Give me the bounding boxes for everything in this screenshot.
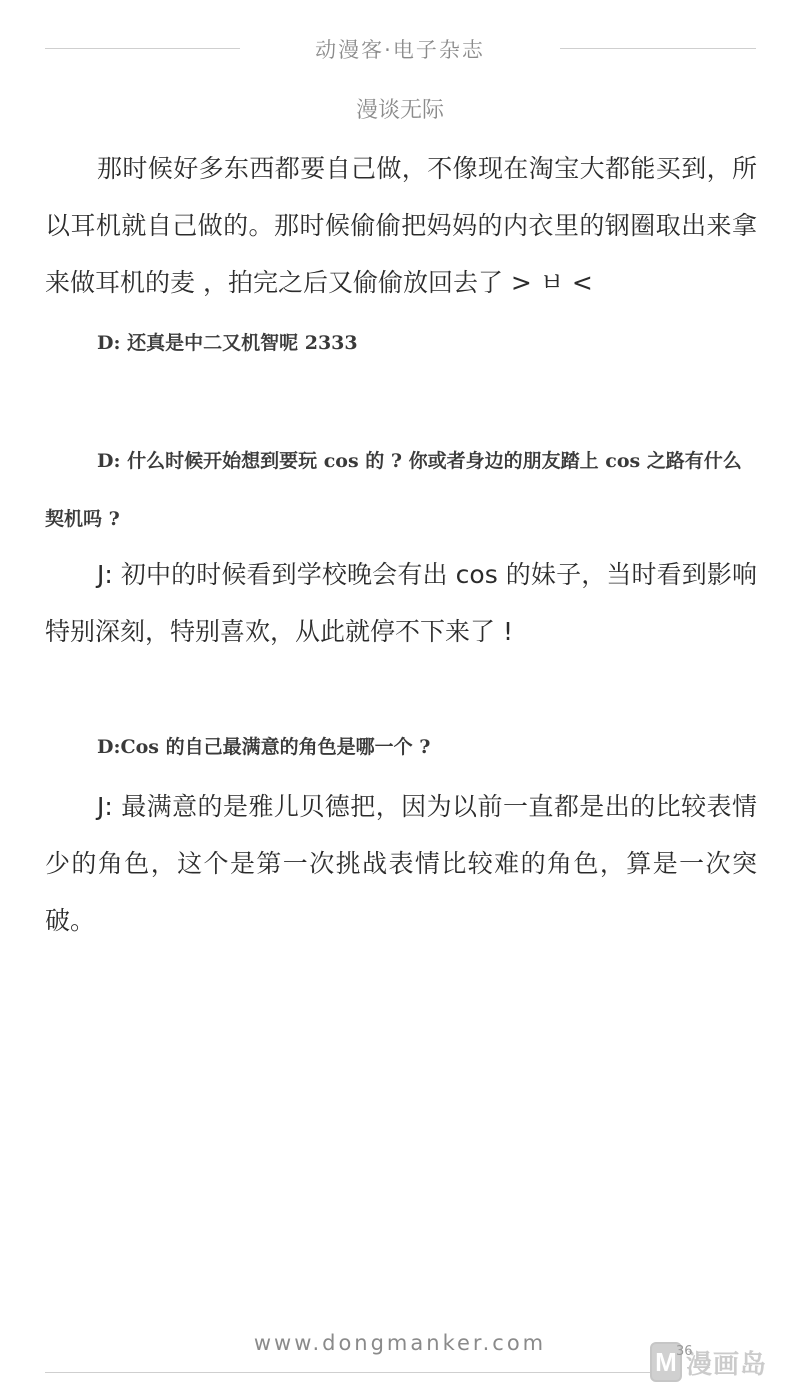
watermark-text: 漫画岛 xyxy=(686,1349,768,1380)
footer-rule xyxy=(45,1372,650,1373)
answer-paragraph-1: 那时候好多东西都要自己做，不像现在淘宝大都能买到，所以耳机就自己做的。那时候偷偷把妈妈的内衣里的钢圈取出来拿来做耳机的麦 ，拍完之后又偷偷放回去了 > ㅂ < xyxy=(45,154,757,297)
page-number: 36 xyxy=(676,1344,693,1359)
question-3: D:Cos 的自己最满意的角色是哪一个 ? xyxy=(97,736,431,758)
header-rule-right xyxy=(560,48,756,49)
question-2: D: 什么时候开始想到要玩 cos 的 ? 你或者身边的朋友踏上 cos 之路有什么契机吗 ? xyxy=(45,450,742,530)
watermark-logo-icon: M xyxy=(650,1342,682,1382)
watermark xyxy=(650,1338,800,1386)
answer-paragraph-2: J: 初中的时候看到学校晚会有出 cos 的妹子，当时看到影响特别深刻，特别喜欢，从此就停不下来了 ! xyxy=(45,560,757,646)
section-title: 漫谈无际 xyxy=(355,98,444,123)
header-rule-left xyxy=(45,48,240,49)
answer-paragraph-3: J: 最满意的是雅儿贝德把，因为以前一直都是出的比较表情少的角色，这个是第一次挑战表情比较难的角色，算是一次突破。 xyxy=(45,792,757,935)
magazine-title: 动漫客·电子杂志 xyxy=(315,38,485,62)
footer-url: www.dongmanker.com xyxy=(253,1331,547,1355)
question-1: D: 还真是中二又机智呢 2333 xyxy=(97,332,358,354)
